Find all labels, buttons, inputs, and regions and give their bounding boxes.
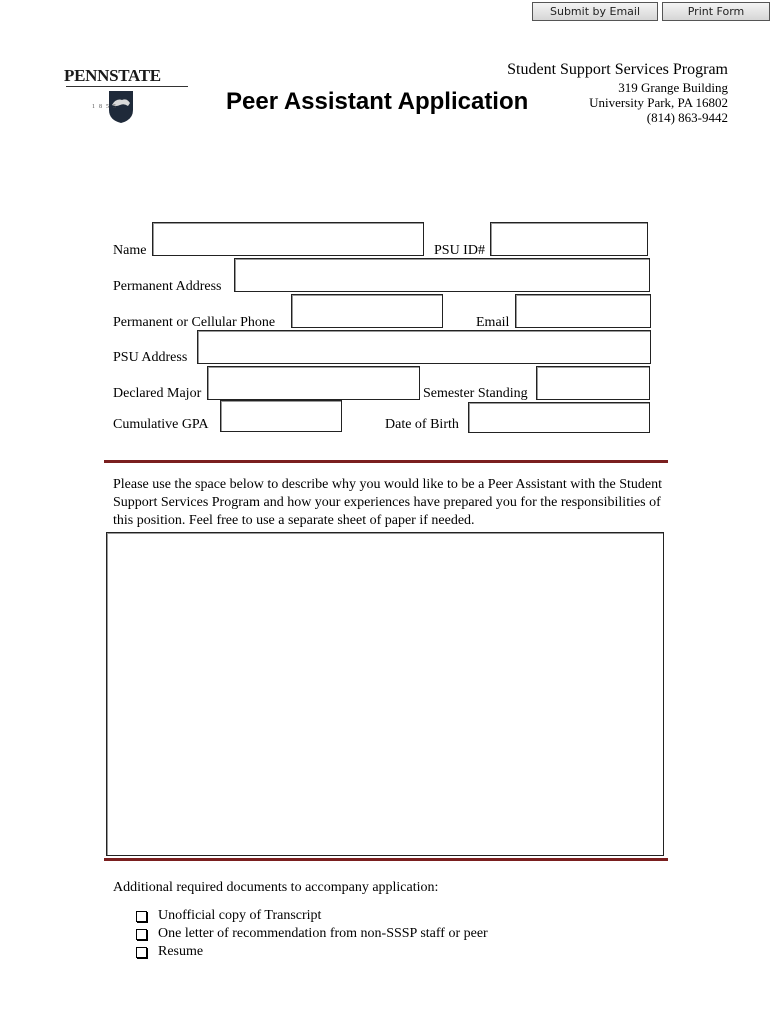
program-address — [507, 60, 728, 125]
address-phone: (814) 863-9442 — [646, 110, 728, 125]
psu-address-label: PSU Address — [113, 350, 188, 365]
permanent-address-input[interactable] — [234, 258, 650, 292]
gpa-label: Cumulative GPA — [113, 417, 209, 432]
essay-textarea[interactable] — [106, 532, 664, 856]
dob-label: Date of Birth — [385, 417, 459, 432]
print-form-button[interactable]: Print Form — [662, 2, 770, 21]
section-divider-top — [104, 460, 668, 463]
essay-prompt: Please use the space below to describe why you would like to be a Peer Assistant with the Student Support Services Program and how your experiences have prepared you for the responsibilities of this position. Feel free to use a separate sheet of paper if needed. — [113, 477, 663, 528]
semester-standing-input[interactable] — [536, 366, 650, 400]
documents-heading: Additional required documents to accompany application: — [113, 880, 439, 895]
submit-by-email-button[interactable]: Submit by Email — [532, 2, 658, 21]
document-transcript: Unofficial copy of Transcript — [158, 908, 322, 923]
psu-id-label: PSU ID# — [434, 243, 485, 258]
documents-list — [136, 907, 488, 961]
checkbox-icon — [136, 929, 147, 940]
list-item — [136, 943, 488, 961]
phone-label: Permanent or Cellular Phone — [113, 315, 276, 330]
list-item — [136, 907, 488, 925]
list-item — [136, 925, 488, 943]
email-input[interactable] — [515, 294, 651, 328]
psu-address-input[interactable] — [197, 330, 651, 364]
document-recommendation: One letter of recommendation from non-SSSP staff or peer — [158, 926, 488, 941]
declared-major-input[interactable] — [207, 366, 420, 400]
psu-id-input[interactable] — [490, 222, 648, 256]
section-divider-bottom — [104, 858, 668, 861]
penn-state-logo — [64, 66, 188, 126]
logo-divider — [66, 86, 188, 87]
document-resume: Resume — [158, 944, 204, 959]
address-building: 319 Grange Building — [618, 80, 728, 95]
permanent-address-label: Permanent Address — [113, 279, 222, 294]
semester-standing-label: Semester Standing — [423, 386, 528, 401]
checkbox-icon — [136, 947, 147, 958]
declared-major-label: Declared Major — [113, 386, 202, 401]
dob-input[interactable] — [468, 402, 650, 433]
logo-year: 1855 — [92, 104, 120, 110]
gpa-input[interactable] — [220, 400, 342, 432]
checkbox-icon — [136, 911, 147, 922]
name-label: Name — [113, 243, 147, 258]
name-input[interactable] — [152, 222, 424, 256]
email-label: Email — [476, 315, 510, 330]
page-title: Peer Assistant Application — [226, 88, 529, 115]
address-city: University Park, PA 16802 — [589, 95, 728, 110]
logo-wordmark: PENNSTATE — [64, 66, 161, 85]
phone-input[interactable] — [291, 294, 443, 328]
program-name: Student Support Services Program — [507, 61, 728, 78]
